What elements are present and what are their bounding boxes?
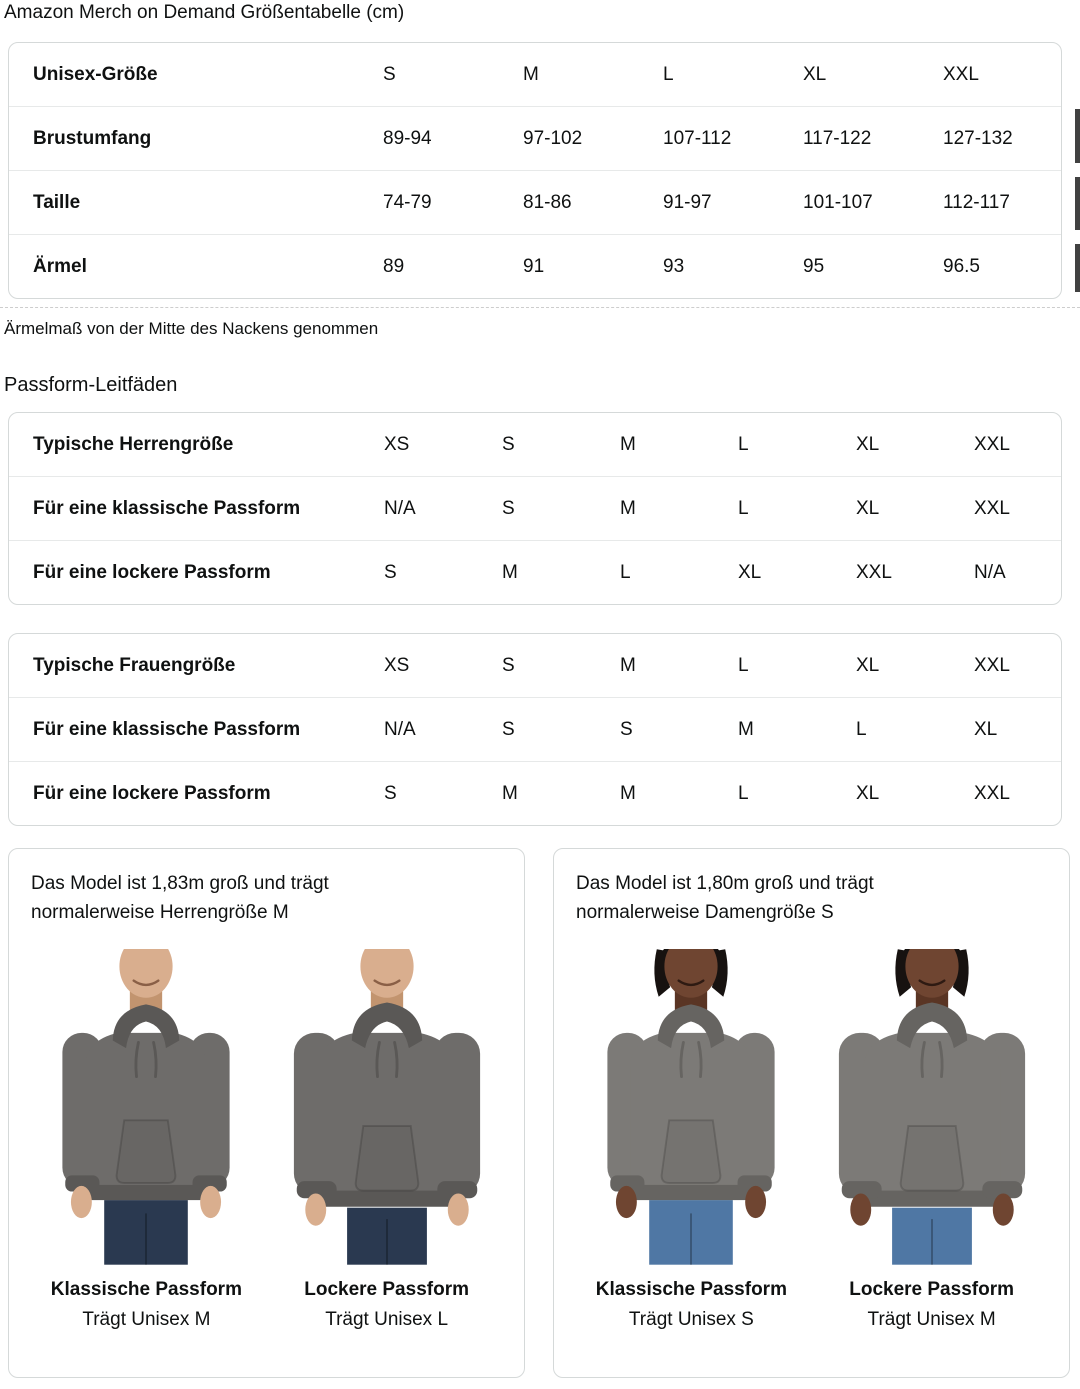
size-cell: S [502, 433, 515, 455]
row-label: Typische Herrengröße [33, 433, 234, 455]
size-cell: 107-112 [663, 127, 732, 149]
table-row [9, 697, 1061, 761]
size-cell: XXL [974, 782, 1010, 804]
table-row [9, 170, 1061, 234]
size-cell: XXL [974, 497, 1010, 519]
model-figures [31, 949, 502, 1331]
size-cell: XS [384, 654, 410, 676]
clipped-column-fragment [1075, 109, 1080, 163]
model-photo-classic-fit [32, 949, 260, 1265]
size-cell: S [502, 718, 515, 740]
size-cell: XXL [974, 654, 1010, 676]
dashed-divider [0, 307, 1080, 308]
size-cell: S [383, 63, 396, 85]
row-label: Ärmel [33, 255, 87, 277]
men-fit-guide-table [8, 412, 1062, 605]
fit-label: Lockere Passform [849, 1279, 1014, 1300]
clipped-column-fragment [1075, 177, 1080, 230]
worn-size-label: Trägt Unisex M [867, 1309, 996, 1330]
size-cell: L [738, 782, 749, 804]
size-cell: M [620, 433, 636, 455]
size-cell: XXL [974, 433, 1010, 455]
size-cell: XL [738, 561, 762, 583]
model-description: Das Model ist 1,83m groß und trägt normalerweise Herrengröße M [31, 873, 329, 923]
model-photo-loose-fit [818, 949, 1046, 1265]
model-cards-row [8, 848, 1080, 1378]
model-photo-loose-fit [273, 949, 501, 1265]
row-label: Für eine klassische Passform [33, 497, 301, 519]
women-model-card [553, 848, 1070, 1378]
size-cell: 74-79 [383, 191, 432, 213]
size-cell: XL [856, 654, 880, 676]
worn-size-label: Trägt Unisex L [325, 1309, 449, 1330]
table-row [9, 540, 1061, 604]
size-cell: 89 [383, 255, 405, 277]
size-cell: 127-132 [943, 127, 1013, 149]
size-cell: M [620, 782, 636, 804]
fit-label: Klassische Passform [50, 1279, 242, 1300]
clipped-column-fragment [1075, 244, 1080, 292]
row-label: Für eine lockere Passform [33, 782, 271, 804]
table-row [9, 43, 1061, 106]
size-cell: 96.5 [943, 255, 980, 277]
row-label: Für eine lockere Passform [33, 561, 271, 583]
size-cell: XL [856, 433, 880, 455]
size-cell: S [384, 561, 397, 583]
page-title: Amazon Merch on Demand Größentabelle (cm) [4, 2, 405, 23]
size-cell: 91 [523, 255, 545, 277]
men-model-card [8, 848, 525, 1378]
row-label: Unisex-Größe [33, 63, 158, 85]
size-cell: L [738, 654, 749, 676]
size-cell: XL [856, 497, 880, 519]
classic-fit-figure [576, 949, 807, 1331]
size-cell: M [738, 718, 754, 740]
size-cell: S [384, 782, 397, 804]
classic-fit-figure [31, 949, 262, 1331]
size-cell: 112-117 [943, 191, 1010, 213]
size-cell: S [620, 718, 633, 740]
size-cell: XXL [856, 561, 892, 583]
size-cell: S [502, 654, 515, 676]
size-cell: XS [384, 433, 410, 455]
size-cell: L [663, 63, 674, 85]
size-cell: M [620, 654, 636, 676]
size-cell: M [502, 561, 518, 583]
size-cell: 89-94 [383, 127, 432, 149]
row-label: Brustumfang [33, 127, 152, 149]
size-cell: XL [974, 718, 998, 740]
size-table-scroll-area[interactable] [8, 42, 1062, 299]
size-cell: XXL [943, 63, 979, 85]
size-cell: L [738, 433, 749, 455]
size-cell: S [502, 497, 515, 519]
worn-size-label: Trägt Unisex S [628, 1309, 754, 1330]
size-cell: 117-122 [803, 127, 872, 149]
worn-size-label: Trägt Unisex M [82, 1309, 211, 1330]
size-cell: M [502, 782, 518, 804]
model-photo-classic-fit [577, 949, 805, 1265]
size-cell: L [738, 497, 749, 519]
sleeve-measure-note: Ärmelmaß von der Mitte des Nackens genommen [4, 319, 379, 338]
size-cell: 93 [663, 255, 685, 277]
size-cell: N/A [384, 718, 416, 740]
size-cell: 81-86 [523, 191, 572, 213]
size-cell: L [620, 561, 631, 583]
fit-label: Lockere Passform [304, 1279, 469, 1300]
size-cell: 95 [803, 255, 825, 277]
model-figures [576, 949, 1047, 1331]
table-row [9, 413, 1061, 476]
table-row [9, 234, 1061, 298]
size-cell: XL [803, 63, 827, 85]
loose-fit-figure [271, 949, 502, 1331]
row-label: Taille [33, 191, 81, 213]
model-description: Das Model ist 1,80m groß und trägt normalerweise Damengröße S [576, 873, 874, 923]
row-label: Für eine klassische Passform [33, 718, 301, 740]
table-row [9, 476, 1061, 540]
size-cell: N/A [384, 497, 416, 519]
table-row [9, 634, 1061, 697]
fit-guide-section-title: Passform-Leitfäden [4, 374, 178, 396]
size-cell: M [620, 497, 636, 519]
row-label: Typische Frauengröße [33, 654, 236, 676]
loose-fit-figure [816, 949, 1047, 1331]
women-fit-guide-table [8, 633, 1062, 826]
size-cell: XL [856, 782, 880, 804]
size-cell: N/A [974, 561, 1006, 583]
size-cell: M [523, 63, 539, 85]
size-cell: 101-107 [803, 191, 873, 213]
size-cell: 91-97 [663, 191, 712, 213]
fit-label: Klassische Passform [595, 1279, 787, 1300]
size-cell: L [856, 718, 867, 740]
table-row [9, 761, 1061, 825]
table-row [9, 106, 1061, 170]
size-cell: 97-102 [523, 127, 583, 149]
